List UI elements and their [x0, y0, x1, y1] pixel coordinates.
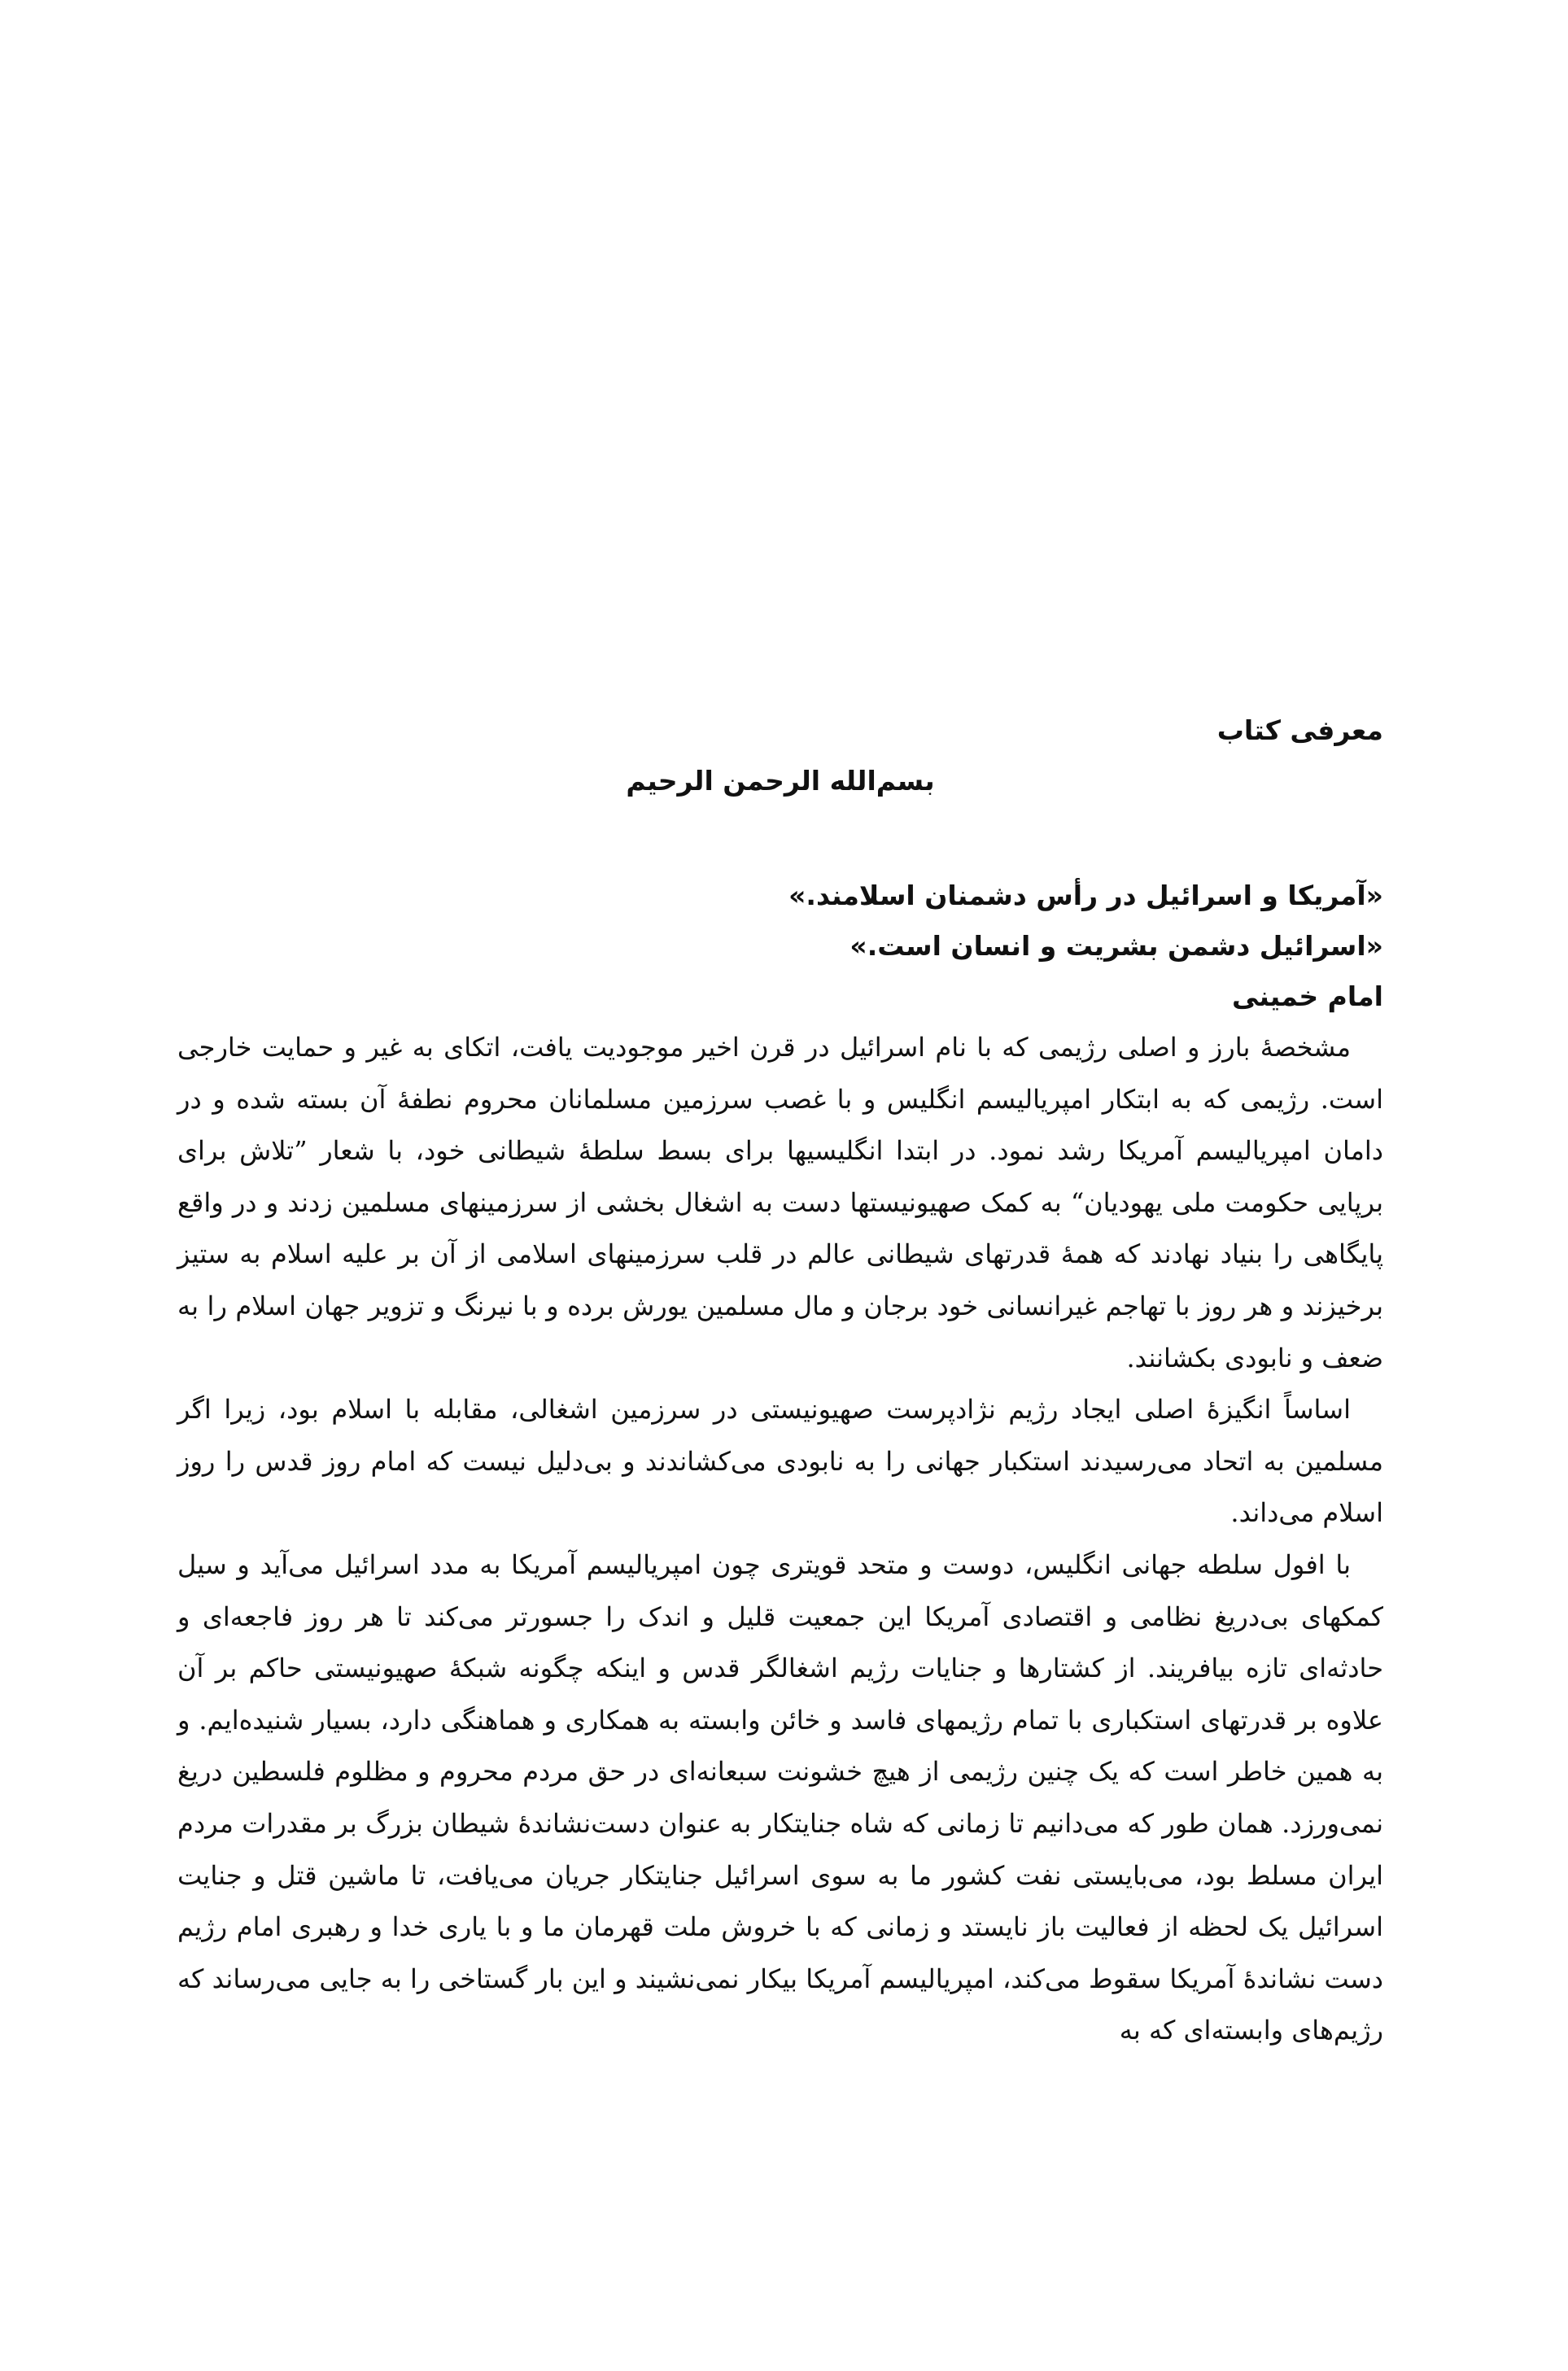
basmala: بسم‌الله الرحمن الرحیم — [626, 765, 935, 797]
quote-line: «آمریکا و اسرائیل در رأس دشمنان اسلامند.» — [788, 880, 1383, 911]
quote-line: «اسرائیل دشمن بشریت و انسان است.» — [850, 930, 1383, 962]
body-text — [177, 1022, 1383, 2057]
quote-author: امام خمینی — [1231, 980, 1383, 1012]
paragraph: مشخصهٔ بارز و اصلی رژیمی که با نام اسرائیل در قرن اخیر موجودیت یافت، اتکای به غیر و حمایت خارجی است. رژیمی که به ابتکار امپریالیسم انگلیس و با غصب سرزمین مسلمانان محروم نطفهٔ آن بسته شده و در دامان امپریالیسم آمریکا رشد نمود. در ابتدا انگلیسیها برای بسط سلطهٔ شیطانی خود، با شعار ”تلاش برای برپایی حکومت ملی یهودیان“ به کمک صهیونیستها دست به اشغال بخشی از سرزمینهای مسلمین زدند و در واقع پایگاهی را بنیاد نهادند که همهٔ قدرتهای شیطانی عالم در قلب سرزمینهای اسلامی از آن بر علیه اسلام به ستیز برخیزند و هر روز با تهاجم غیرانسانی خود برجان و مال مسلمین یورش برده و با نیرنگ و تزویر جهان اسلام را به ضعف و نابودی بکشانند. — [177, 1032, 1384, 1373]
section-title: معرفی کتاب — [1216, 714, 1383, 746]
paragraph: با افول سلطه جهانی انگلیس، دوست و متحد قویتری چون امپریالیسم آمریکا به مدد اسرائیل می‌آید و سیل کمکهای بی‌دریغ نظامی و اقتصادی آمریکا این جمعیت قلیل و اندک را جسورتر می‌کند تا هر روز فاجعه‌ای و حادثه‌ای تازه بیافریند. از کشتارها و جنایات رژیم اشغالگر قدس و اینکه چگونه شبکهٔ صهیونیستی حاکم بر آن علاوه بر قدرتهای استکباری با تمام رژیمهای فاسد و خائن وابسته به همکاری و هماهنگی دارد، بسیار شنیده‌ایم. و به همین خاطر است که یک چنین رژیمی از هیچ خشونت سبعانه‌ای در حق مردم محروم و مظلوم فلسطین دریغ نمی‌ورزد. همان طور که می‌دانیم تا زمانی که شاه جنایتکار به عنوان دست‌نشاندهٔ شیطان بزرگ بر مقدرات مردم ایران مسلط بود، می‌بایستی نفت کشور ما به سوی اسرائیل جنایتکار جریان می‌یافت، تا ماشین قتل و جنایت اسرائیل یک لحظه از فعالیت باز نایستد و زمانی که با خروش ملت قهرمان ما و با یاری خدا و رهبری امام رژیم دست نشاندهٔ آمریکا سقوط می‌کند، امپریالیسم آمریکا بیکار نمی‌نشیند و این بار گستاخی را به جایی می‌رساند که رژیم‌های وابسته‌ای که به — [177, 1548, 1384, 2046]
book-introduction-page — [177, 706, 1383, 2057]
paragraph: اساساً انگیزهٔ اصلی ایجاد رژیم نژادپرست صهیونیستی در سرزمین اشغالی، مقابله با اسلام بود، زیرا اگر مسلمین به اتحاد می‌رسیدند استکبار جهانی را به نابودی می‌کشاندند و بی‌دلیل نیست که امام روز قدس را روز اسلام می‌داند. — [177, 1394, 1383, 1529]
